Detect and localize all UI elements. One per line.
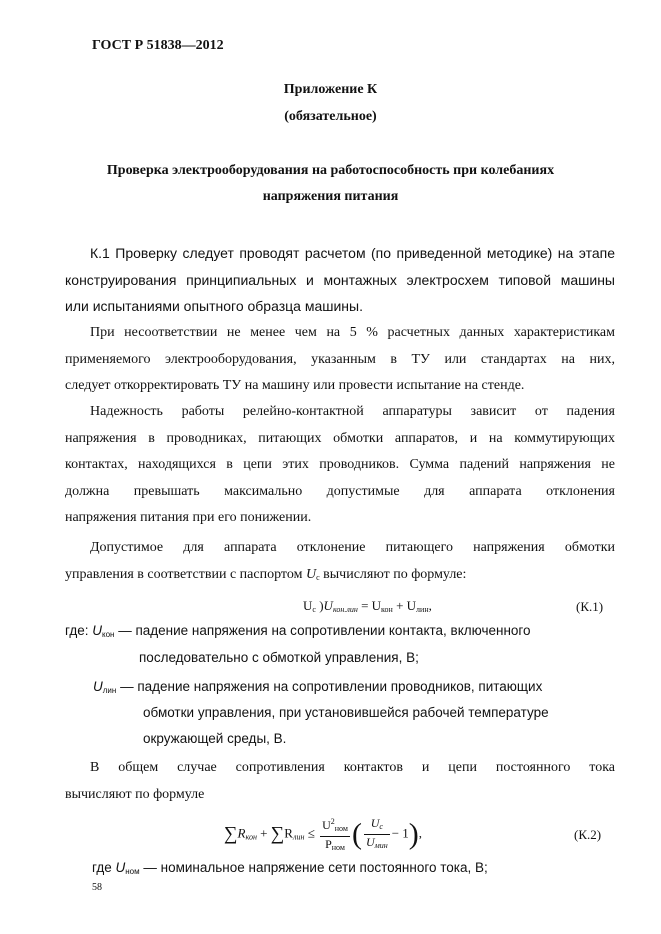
definition-ukon (65, 618, 531, 649)
subscript: ном (125, 867, 140, 876)
formula-term: , (418, 825, 423, 841)
formula-term: R (284, 825, 293, 841)
subscript: ном (331, 843, 345, 852)
formula-term: = U (361, 598, 382, 613)
appendix-title: Приложение К (283, 82, 378, 97)
formula-term: ) (319, 598, 324, 613)
paragraph-general-case (65, 755, 615, 808)
text-fragment: управления в соответствии с паспортом (65, 566, 303, 582)
subscript: лин (102, 686, 117, 695)
text-line: вычисляют по формуле (65, 786, 205, 802)
text-fragment: вычисляют по формуле: (319, 566, 467, 582)
fraction-u-p (320, 814, 350, 855)
formula-term: − 1 (391, 825, 409, 841)
subscript: кон (245, 832, 257, 842)
paragraph-deviation (65, 535, 615, 588)
subscript: лин (416, 605, 429, 614)
formula-term: , (428, 598, 432, 613)
formula-term: P (325, 837, 332, 851)
formula-term: U (303, 598, 313, 613)
subscript: с (316, 572, 320, 582)
subscript: ном (334, 824, 348, 833)
formula-term: + (260, 825, 268, 841)
text-line: Надежность работы релейно-контактной аппаратуры зависит от падения (90, 404, 615, 419)
definition-ulin-cont2: окружающей среды, В. (143, 731, 287, 746)
definition-ulin-cont1: обмотки управления, при установившейся рабочей температуре (143, 705, 549, 720)
subscript: с (379, 822, 383, 831)
formula-k1-label: (К.1) (576, 599, 604, 614)
formula-term: R (237, 825, 246, 841)
text-line: К.1 Проверку следует проводят расчетом (по приведенной методике) на этапе (90, 245, 615, 261)
variable-u: U (305, 566, 317, 582)
right-paren: ) (408, 817, 419, 851)
document-number: ГОСТ Р 51838—2012 (92, 38, 224, 53)
text-line: конструирования принципиальных и монтажных электросхем типовой машины (65, 271, 615, 288)
text-line: должна превышать максимально допустимые для аппарата отклонения (65, 483, 615, 499)
formula-term: U (365, 835, 375, 849)
paragraph-k1 (65, 240, 615, 320)
variable-u: U (93, 679, 103, 694)
variable-u: U (115, 860, 126, 875)
subscript: с (312, 605, 316, 614)
definition-text: — падение напряжения на сопротивлении контакта, включенного (118, 623, 531, 638)
subscript: кон (381, 605, 393, 614)
text-line: При несоответствии не менее чем на 5 % расчетных данных характеристикам (90, 325, 615, 340)
text-line: следует откорректировать ТУ на машину или провести испытание на стенде. (65, 378, 525, 393)
variable-u: U (92, 623, 102, 638)
text-line: В общем случае сопротивления контактов и цепи постоянного тока (90, 760, 615, 775)
appendix-status: (обязательное) (284, 109, 377, 124)
subscript: кон (101, 630, 115, 639)
subscript: лин (292, 832, 305, 842)
text-line: напряжения в проводниках, питающих обмотки аппаратов, и на коммутирующих (65, 430, 615, 446)
page-number: 58 (92, 882, 102, 893)
section-title-line2: напряжения питания (262, 189, 399, 204)
formula-k1: $U_с$ )$U_{кон.лин} = U_{кон} + U_{лин}$, (303, 598, 432, 614)
text-line: контактах, находящихся в цепи этих проводников. Сумма падений напряжения не (65, 457, 615, 472)
text-line: напряжения питания при его понижении. (65, 510, 312, 525)
formula-term: U (322, 818, 331, 832)
left-paren: ( (351, 817, 362, 851)
sum-symbol: ∑ (224, 823, 238, 845)
text-line: Допустимое для аппарата отклонение питающего напряжения обмотки (90, 540, 615, 555)
subscript: мин (374, 841, 388, 850)
definition-text: — падение напряжения на сопротивлении проводников, питающих (120, 679, 543, 694)
subscript: кон.лин (332, 605, 358, 614)
superscript: 2 (330, 817, 335, 826)
sum-symbol: ∑ (270, 823, 285, 845)
paragraph-mismatch (65, 320, 615, 400)
formula-term: U (370, 816, 380, 830)
formula-k2 (224, 814, 422, 855)
where-label: где: (65, 623, 89, 638)
fraction-uc-umin (364, 816, 390, 853)
text-line: применяемого электрооборудования, указанным в ТУ или стандартах на них, (65, 351, 615, 367)
where-label: где (92, 860, 112, 875)
definition-ukon-cont: последовательно с обмоткой управления, В; (139, 650, 419, 665)
definition-unom (92, 855, 488, 886)
paragraph-reliability (65, 399, 615, 532)
formula-k2-label: (К.2) (574, 827, 602, 842)
definition-text: — номинальное напряжение сети постоянного тока, В; (143, 860, 488, 875)
formula-term: ≤ (307, 825, 315, 841)
text-line (65, 562, 615, 589)
text-line: или испытаниями опытного образца машины. (65, 298, 363, 314)
formula-term: + U (396, 598, 417, 613)
section-title-line1: Проверка электрооборудования на работоспособность при колебаниях (106, 163, 555, 178)
